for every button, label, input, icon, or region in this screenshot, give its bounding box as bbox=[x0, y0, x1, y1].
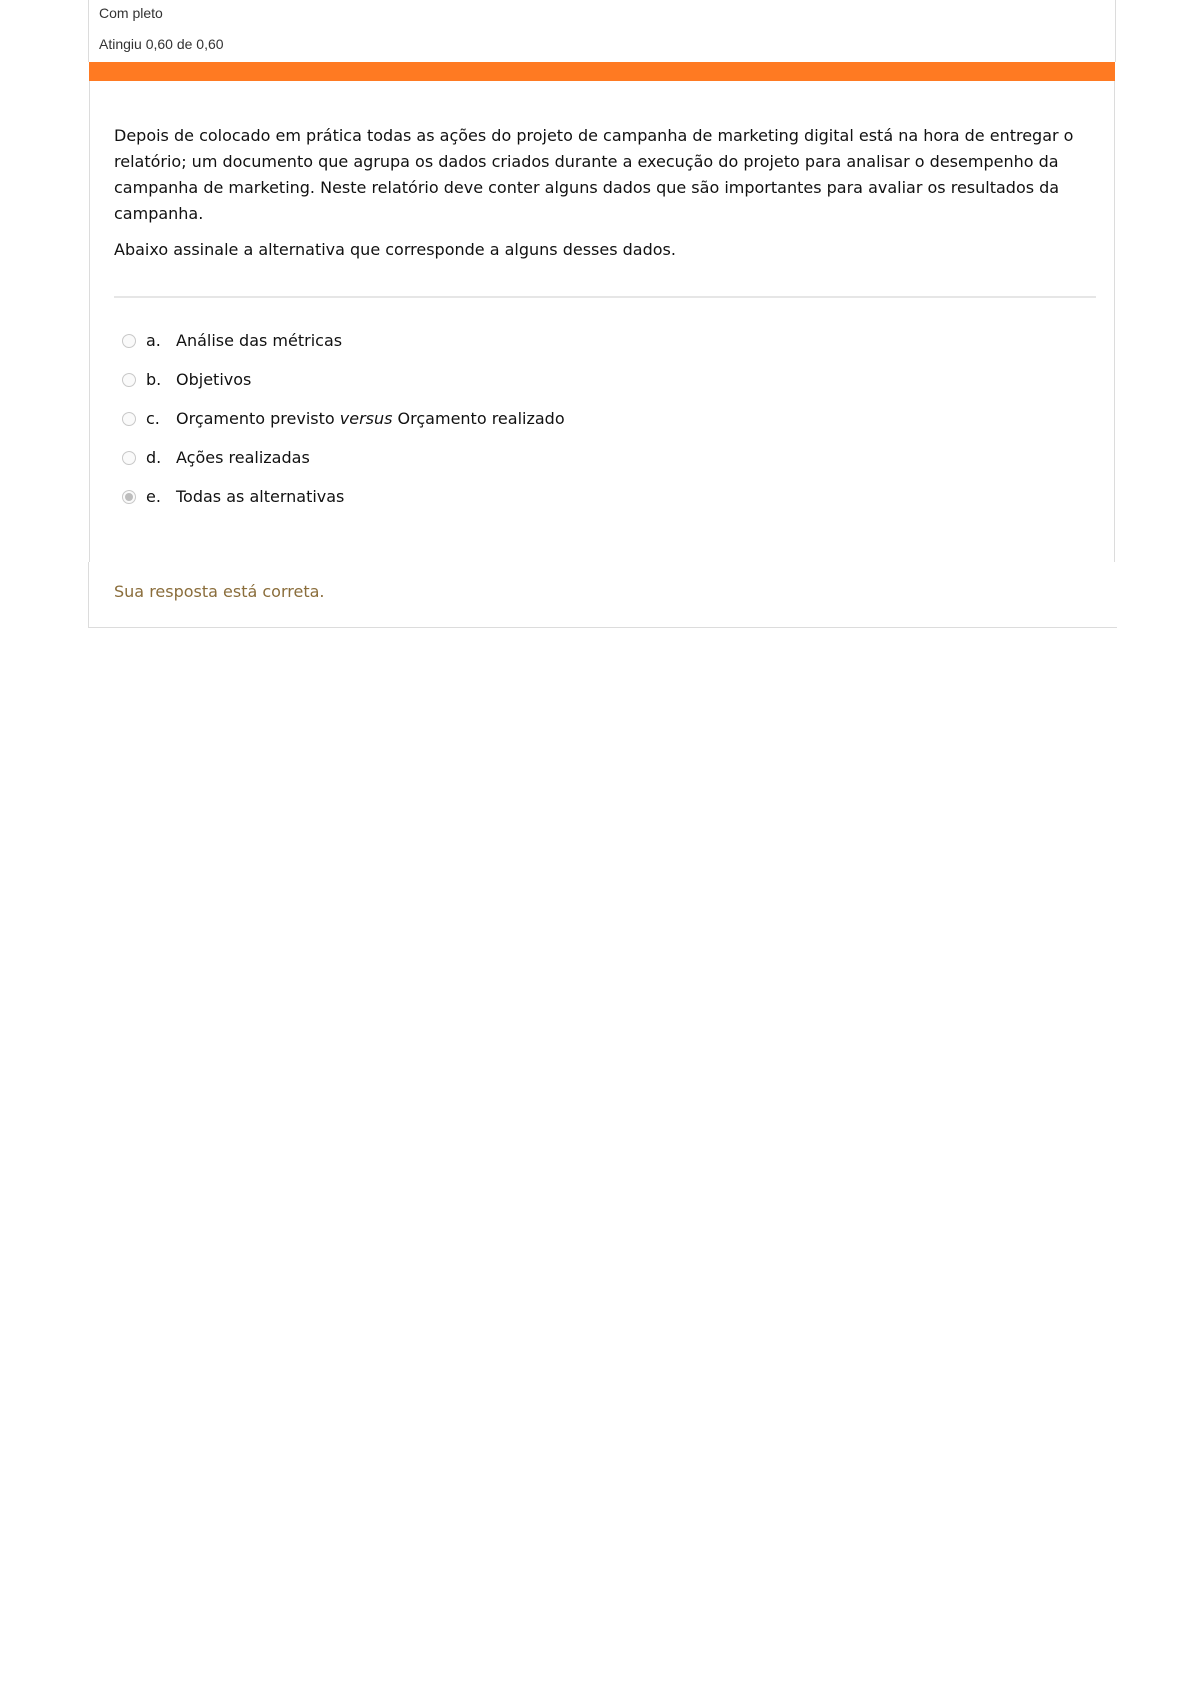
answer-letter: e. bbox=[146, 487, 161, 506]
answer-label: Ações realizadas bbox=[176, 448, 310, 467]
answer-option-e[interactable] bbox=[122, 477, 565, 516]
answer-label-part: Orçamento realizado bbox=[392, 409, 565, 428]
answer-label-part: Orçamento previsto bbox=[176, 409, 340, 428]
question-box bbox=[89, 81, 1115, 562]
radio-button-d[interactable] bbox=[122, 451, 136, 465]
answer-letter: a. bbox=[146, 331, 161, 350]
question-state: Com pleto bbox=[99, 5, 163, 21]
answer-option-d[interactable] bbox=[122, 438, 565, 477]
feedback-box bbox=[88, 562, 1117, 628]
divider bbox=[114, 296, 1096, 298]
feedback-text: Sua resposta está correta. bbox=[114, 582, 325, 601]
answer-label-italic: versus bbox=[339, 409, 393, 428]
answer-letter: d. bbox=[146, 448, 162, 467]
answer-list bbox=[122, 321, 565, 516]
answer-option-b[interactable] bbox=[122, 360, 565, 399]
radio-button-c[interactable] bbox=[122, 412, 136, 426]
answer-option-c[interactable] bbox=[122, 399, 565, 438]
answer-label: Objetivos bbox=[176, 370, 252, 389]
question-text bbox=[114, 123, 1099, 273]
answer-letter: c. bbox=[146, 409, 160, 428]
question-grade: Atingiu 0,60 de 0,60 bbox=[99, 36, 224, 52]
question-paragraph-2: Abaixo assinale a alternativa que corresponde a alguns desses dados. bbox=[114, 240, 676, 259]
answer-label: Análise das métricas bbox=[176, 331, 343, 350]
answer-label: Todas as alternativas bbox=[176, 487, 345, 506]
question-info bbox=[88, 0, 1116, 62]
answer-letter: b. bbox=[146, 370, 162, 389]
accent-bar bbox=[89, 62, 1115, 81]
answer-option-a[interactable] bbox=[122, 321, 565, 360]
radio-button-e[interactable] bbox=[122, 490, 136, 504]
radio-button-b[interactable] bbox=[122, 373, 136, 387]
radio-button-a[interactable] bbox=[122, 334, 136, 348]
question-paragraph-1: Depois de colocado em prática todas as ações do projeto de campanha de marketing digital está na hora de entregar o relatório; um documento que agrupa os dados criados durante a execução do projeto para analisar o desempenho da campanha de marketing. Neste relatório deve conter alguns dados que são importantes para avaliar os resultados da campanha. bbox=[114, 126, 1074, 223]
answer-label bbox=[176, 409, 565, 428]
